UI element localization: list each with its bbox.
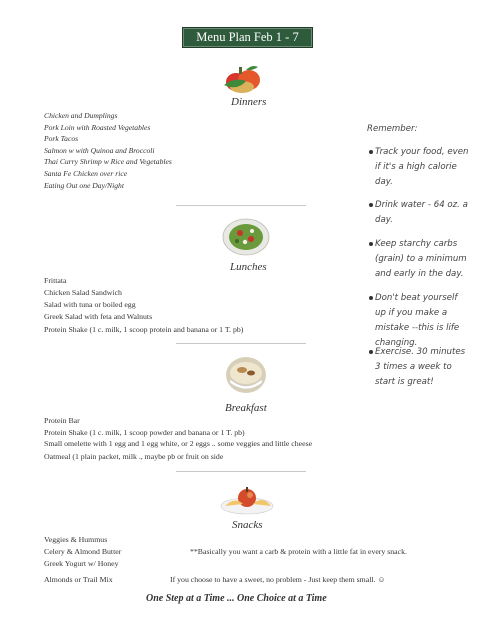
remember-bullet: Exercise. 30 minutes 3 times a week to start is great!	[369, 345, 469, 390]
bullet-icon	[369, 203, 373, 207]
remember-bullet: Don't beat yourself up if you make a mistake --this is life changing.	[369, 291, 469, 351]
divider	[176, 205, 306, 206]
list-item: Eating Out one Day/Night	[44, 180, 124, 190]
divider	[176, 343, 306, 344]
list-item: Chicken and Dumplings	[44, 111, 118, 120]
divider	[176, 471, 306, 472]
bullet-icon	[369, 242, 373, 246]
snacks-heading: Snacks	[232, 519, 263, 531]
snack-tip: **Basically you want a carb & protein with a little fat in every snack.	[190, 547, 407, 556]
fruit-plate-image	[219, 482, 275, 516]
list-item: Protein Shake (1 c. milk, 1 scoop powder and banana or 1 T. pb)	[44, 428, 245, 437]
remember-bullet: Drink water - 64 oz. a day.	[369, 198, 469, 228]
breakfast-heading: Breakfast	[225, 402, 267, 414]
remember-bullet: Track your food, even if it's a high calorie day.	[369, 145, 469, 190]
list-item: Thai Curry Shrimp w Rice and Vegetables	[44, 157, 172, 167]
vegetables-image	[216, 60, 268, 96]
list-item: Greek Yogurt w/ Honey	[44, 559, 119, 568]
list-item: Protein Shake (1 c. milk, 1 scoop protein and banana or 1 T. pb)	[44, 325, 244, 334]
remember-bullet: Keep starchy carbs (grain) to a minimum and early in the day.	[369, 237, 469, 282]
bullet-icon	[369, 350, 373, 354]
dinners-list	[44, 110, 172, 191]
list-item: Salmon w with Quinoa and Broccoli	[44, 145, 155, 155]
list-item: Greek Salad with feta and Walnuts	[44, 312, 153, 321]
list-item: Pork Tacos	[44, 134, 79, 144]
list-item: Small omelette with 1 egg and 1 egg white, or 2 eggs .. some veggies and little cheese	[44, 439, 313, 448]
page-title: Menu Plan Feb 1 - 7	[182, 27, 313, 48]
list-item: Santa Fe Chicken over rice	[44, 168, 128, 178]
bullet-icon	[369, 150, 373, 154]
remember-heading: Remember:	[367, 124, 418, 134]
list-item: Salad with tuna or boiled egg	[44, 300, 136, 309]
salad-image	[222, 217, 270, 257]
footer-motto: One Step at a Time ... One Choice at a Time	[146, 593, 327, 604]
list-item: Protein Bar	[44, 416, 80, 425]
oatmeal-image	[222, 353, 270, 397]
list-item: Almonds or Trail Mix	[44, 575, 113, 584]
list-item: Pork Loin with Roasted Vegetables	[44, 122, 151, 132]
list-item: Veggies & Hummus	[44, 535, 108, 544]
lunches-heading: Lunches	[230, 261, 267, 273]
bullet-icon	[369, 296, 373, 300]
list-item: Celery & Almond Butter	[44, 547, 122, 556]
sweets-note: If you choose to have a sweet, no problem - Just keep them small. ☺	[170, 575, 386, 584]
list-item: Chicken Salad Sandwich	[44, 288, 122, 297]
list-item: Frittata	[44, 276, 67, 285]
list-item: Oatmeal (1 plain packet, milk ., maybe pb or fruit on side	[44, 452, 224, 461]
dinners-heading: Dinners	[231, 96, 267, 108]
